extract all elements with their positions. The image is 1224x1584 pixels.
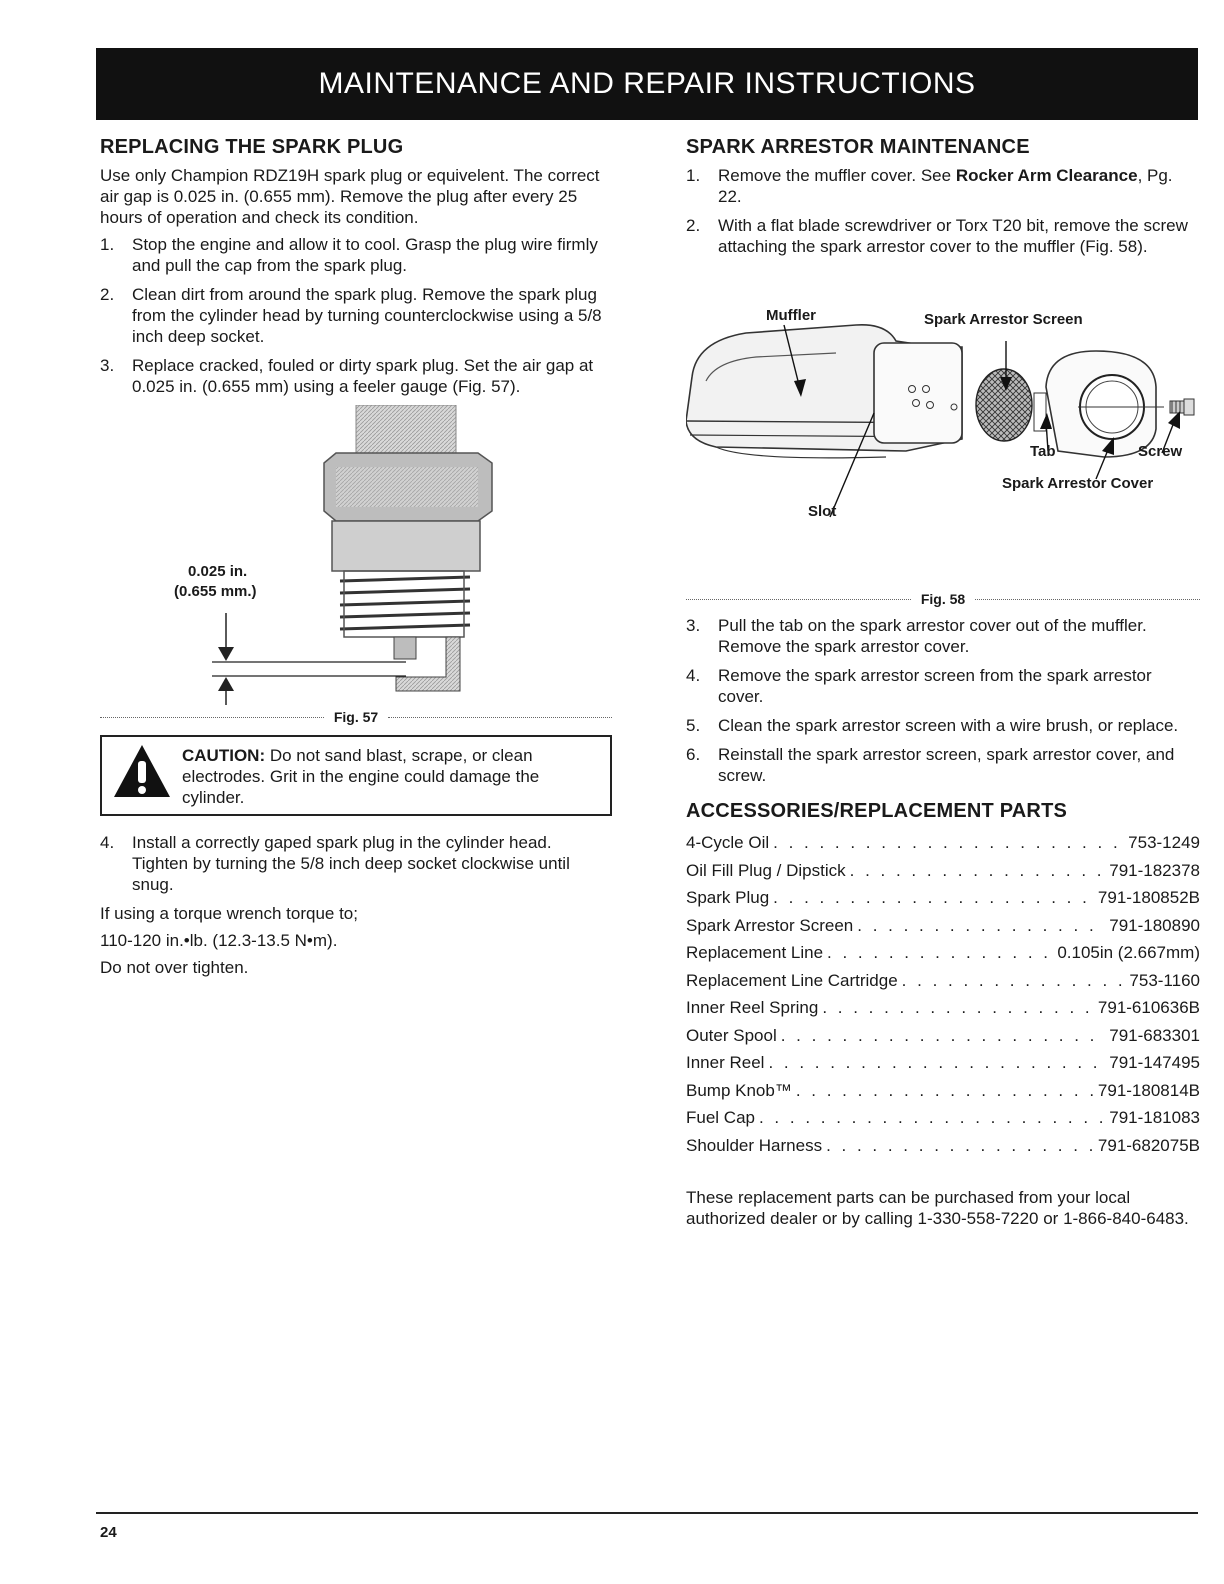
list-item bbox=[100, 355, 612, 397]
step-number: 2. bbox=[100, 285, 115, 304]
list-item bbox=[100, 832, 612, 895]
spark-plug-intro: Use only Champion RDZ19H spark plug or equivelent. The correct air gap is 0.025 in. (0.655 mm). Remove the plug after every 25 hours of operation and check its condition. bbox=[100, 166, 600, 227]
step-number: 5. bbox=[686, 716, 701, 735]
step-text: Replace cracked, fouled or dirty spark plug. Set the air gap at 0.025 in. (0.655 mm) using a feeler gauge (Fig. 57). bbox=[132, 356, 594, 396]
cross-reference: Rocker Arm Clearance bbox=[955, 166, 1138, 185]
spark-plug-figure bbox=[100, 405, 612, 705]
caution-text: Do not sand blast, scrape, or clean electrodes. Grit in the engine could damage the cylinder. bbox=[182, 746, 540, 807]
spark-plug-illustration bbox=[100, 405, 612, 705]
step-text: Clean dirt from around the spark plug. Remove the spark plug from the cylinder head by turning counterclockwise using a 5/8 inch deep socket. bbox=[132, 285, 602, 346]
step-text: Pull the tab on the spark arrestor cover out of the muffler. Remove the spark arrestor cover. bbox=[718, 616, 1147, 656]
page-title: MAINTENANCE AND REPAIR INSTRUCTIONS bbox=[318, 67, 976, 100]
cover-label: Spark Arrestor Cover bbox=[1002, 475, 1154, 492]
fig-58-caption bbox=[686, 591, 1200, 607]
step-number: 6. bbox=[686, 745, 701, 764]
spark-plug-steps bbox=[100, 234, 612, 397]
table-row: Spark Arrestor Screen . . . 791-180890 bbox=[686, 912, 1200, 940]
step-number: 3. bbox=[686, 616, 701, 635]
warning-icon bbox=[112, 743, 172, 799]
table-row: Inner Reel . . . 791-147495 bbox=[686, 1049, 1200, 1077]
step-text: Remove the muffler cover. See Rocker Arm Clearance, Pg. 22. bbox=[718, 166, 1173, 206]
table-row: Spark Plug . . . 791-180852B bbox=[686, 884, 1200, 912]
list-item bbox=[686, 665, 1200, 707]
table-row: Shoulder Harness . . . 791-682075B bbox=[686, 1132, 1200, 1160]
list-item bbox=[100, 284, 612, 347]
gap-label-mm: (0.655 mm.) bbox=[174, 583, 257, 600]
list-item bbox=[686, 715, 1200, 736]
slot-label: Slot bbox=[808, 503, 837, 520]
torque-value: 110-120 in.•lb. (12.3-13.5 N•m). bbox=[100, 931, 338, 950]
muffler-label: Muffler bbox=[766, 307, 816, 324]
step-number: 4. bbox=[100, 833, 115, 852]
footer-divider bbox=[96, 1512, 1198, 1514]
over-tighten-warning: Do not over tighten. bbox=[100, 958, 249, 977]
tab-label: Tab bbox=[1030, 443, 1056, 460]
muffler-illustration bbox=[686, 301, 1200, 591]
step-text: Reinstall the spark arrestor screen, spark arrestor cover, and screw. bbox=[718, 745, 1175, 785]
spark-arrestor-steps-a bbox=[686, 165, 1200, 257]
list-item bbox=[686, 615, 1200, 657]
spark-arrestor-steps-b bbox=[686, 615, 1200, 786]
fig-57-caption bbox=[100, 709, 612, 725]
screw-label: Screw bbox=[1138, 443, 1183, 460]
page-header bbox=[96, 48, 1198, 120]
spark-arrestor-heading: SPARK ARRESTOR MAINTENANCE bbox=[686, 136, 1030, 158]
spark-arrestor-section bbox=[686, 136, 1200, 1235]
fig-57-label: Fig. 57 bbox=[333, 709, 379, 725]
page-number: 24 bbox=[100, 1524, 117, 1541]
step-text: Remove the spark arrestor screen from the spark arrestor cover. bbox=[718, 666, 1152, 706]
accessories-heading: ACCESSORIES/REPLACEMENT PARTS bbox=[686, 800, 1068, 822]
step-text: Stop the engine and allow it to cool. Grasp the plug wire firmly and pull the cap from the spark plug. bbox=[132, 235, 598, 275]
list-item bbox=[686, 165, 1200, 207]
list-item bbox=[686, 744, 1200, 786]
table-row: Replacement Line . . . 0.105in (2.667mm) bbox=[686, 939, 1200, 967]
table-row: Fuel Cap . . . 791-181083 bbox=[686, 1104, 1200, 1132]
fig-58-label: Fig. 58 bbox=[920, 591, 966, 607]
step-number: 2. bbox=[686, 216, 701, 235]
caution-box bbox=[100, 735, 612, 816]
spark-plug-step-4 bbox=[100, 832, 612, 895]
spark-arrestor-figure bbox=[686, 301, 1200, 591]
list-item bbox=[686, 215, 1200, 257]
table-row: Inner Reel Spring . . . 791-610636B bbox=[686, 994, 1200, 1022]
caution-label: CAUTION: bbox=[182, 746, 266, 765]
table-row: Oil Fill Plug / Dipstick . . . 791-182378 bbox=[686, 857, 1200, 885]
step-number: 4. bbox=[686, 666, 701, 685]
step-number: 1. bbox=[686, 166, 701, 185]
parts-list bbox=[686, 829, 1200, 1159]
step-number: 3. bbox=[100, 356, 115, 375]
step-number: 1. bbox=[100, 235, 115, 254]
step-text: Install a correctly gaped spark plug in the cylinder head. Tighten by turning the 5/8 inch deep socket clockwise until snug. bbox=[132, 833, 570, 894]
table-row: Bump Knob™ . . . 791-180814B bbox=[686, 1077, 1200, 1105]
table-row: Replacement Line Cartridge . . . 753-1160 bbox=[686, 967, 1200, 995]
step-text: Clean the spark arrestor screen with a wire brush, or replace. bbox=[718, 716, 1179, 735]
parts-purchase-note: These replacement parts can be purchased from your local authorized dealer or by calling 1-330-558-7220 or 1-866-840-6483. bbox=[686, 1188, 1189, 1228]
gap-label-in: 0.025 in. bbox=[188, 563, 248, 580]
step-text: With a flat blade screwdriver or Torx T20 bit, remove the screw attaching the spark arrestor cover to the muffler (Fig. 58). bbox=[718, 216, 1188, 256]
spark-plug-heading: REPLACING THE SPARK PLUG bbox=[100, 136, 404, 158]
spark-plug-section bbox=[100, 136, 612, 984]
list-item bbox=[100, 234, 612, 276]
table-row: 4-Cycle Oil . . . 753-1249 bbox=[686, 829, 1200, 857]
table-row: Outer Spool . . . 791-683301 bbox=[686, 1022, 1200, 1050]
screen-label: Spark Arrestor Screen bbox=[924, 311, 1083, 328]
torque-intro: If using a torque wrench torque to; bbox=[100, 904, 358, 923]
